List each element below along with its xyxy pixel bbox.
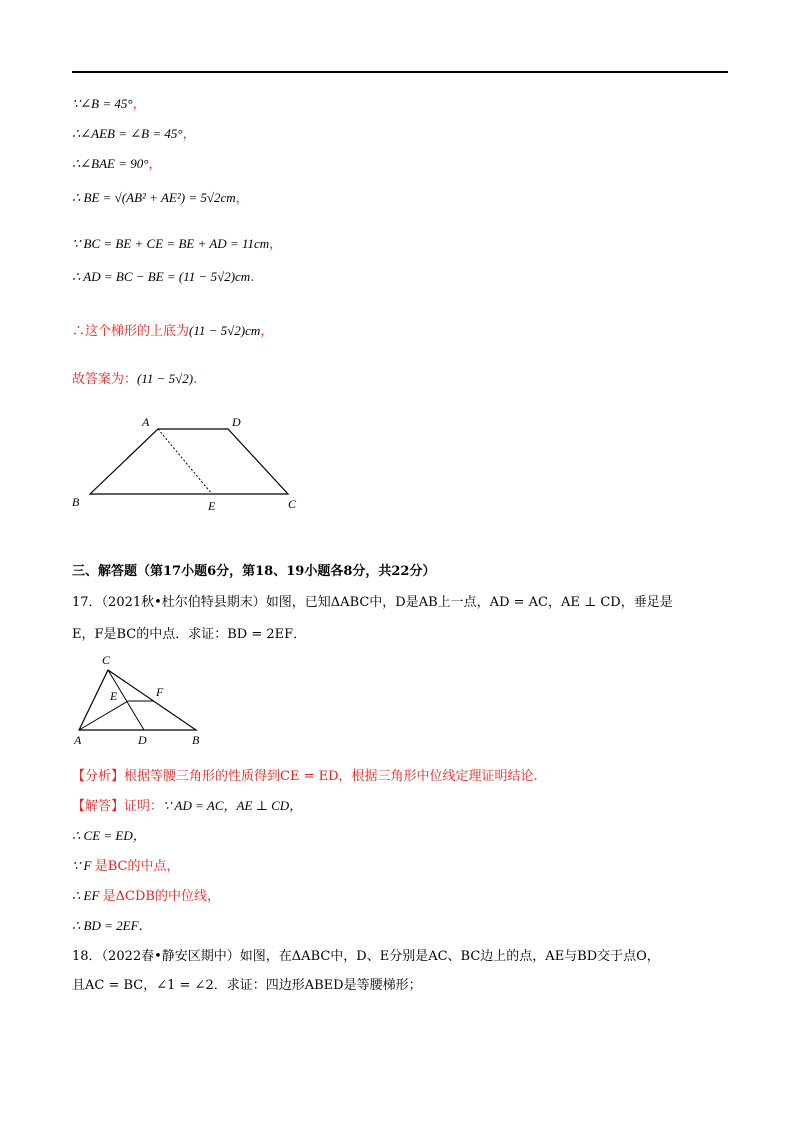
answer-line: 故答案为：(11 − 5√2). bbox=[72, 371, 198, 387]
q18-line2: 且AC = BC，∠1 = ∠2．求证：四边形ABED是等腰梯形； bbox=[72, 978, 422, 993]
label-d: D bbox=[232, 415, 241, 429]
q17-line2: E，F是BC的中点．求证：BD = 2EF． bbox=[72, 627, 307, 642]
step-5: ∵ BC = BE + CE = BE + AD = 11cm， bbox=[72, 236, 283, 252]
step-4: ∴ BE = √(AB² + AE²) = 5√2cm， bbox=[72, 190, 249, 206]
label-c: C bbox=[102, 653, 111, 667]
triangle-abc bbox=[79, 670, 196, 730]
solution-step-4: ∴ BD = 2EF． bbox=[72, 918, 152, 933]
solution-step-1: ∴ CE = ED， bbox=[72, 828, 146, 843]
step-6: ∴ AD = BC − BE = (11 − 5√2)cm. bbox=[72, 269, 255, 285]
step-2: ∴∠AEB = ∠B = 45°， bbox=[72, 126, 196, 142]
conclusion-line: ∴这个梯形的上底为(11 − 5√2)cm， bbox=[72, 323, 274, 339]
triangle-figure bbox=[70, 650, 220, 750]
step-1: ∵∠B = 45°， bbox=[72, 96, 146, 112]
label-c: C bbox=[288, 497, 297, 511]
label-e: E bbox=[208, 499, 216, 513]
header-rule bbox=[72, 71, 728, 73]
section-title: 三、解答题（第17小题6分，第18、19小题各8分，共22分） bbox=[72, 564, 436, 579]
label-a: A bbox=[142, 415, 150, 429]
solution-step-2: ∵ F 是BC的中点， bbox=[72, 858, 180, 874]
trapezoid-outline bbox=[90, 429, 288, 494]
analysis-line: 【分析】根据等腰三角形的性质得到CE = ED，根据三角形中位线定理证明结论. bbox=[72, 769, 538, 784]
q18-line1: 18．（2022春•静安区期中）如图，在ΔABC中，D、E分别是AC、BC边上的点，AE与BD交于点O， bbox=[72, 949, 660, 964]
label-e: E bbox=[110, 689, 118, 703]
label-a: A bbox=[74, 733, 82, 747]
label-b: B bbox=[192, 733, 200, 747]
altitude-ae bbox=[158, 429, 212, 494]
solution-line: 【解答】证明：∵ AD = AC，AE ⊥ CD， bbox=[72, 798, 303, 814]
trapezoid-figure bbox=[60, 410, 320, 520]
step-3: ∴∠BAE = 90°， bbox=[72, 156, 162, 172]
label-b: B bbox=[72, 495, 80, 509]
label-d: D bbox=[138, 733, 147, 747]
solution-step-3: ∴ EF 是ΔCDB的中位线， bbox=[72, 888, 220, 904]
q17-line1: 17．（2021秋•杜尔伯特县期末）如图，已知ΔABC中，D是AB上一点，AD = AC，AE ⊥ CD，垂足是 bbox=[72, 595, 673, 610]
label-f: F bbox=[156, 685, 164, 699]
